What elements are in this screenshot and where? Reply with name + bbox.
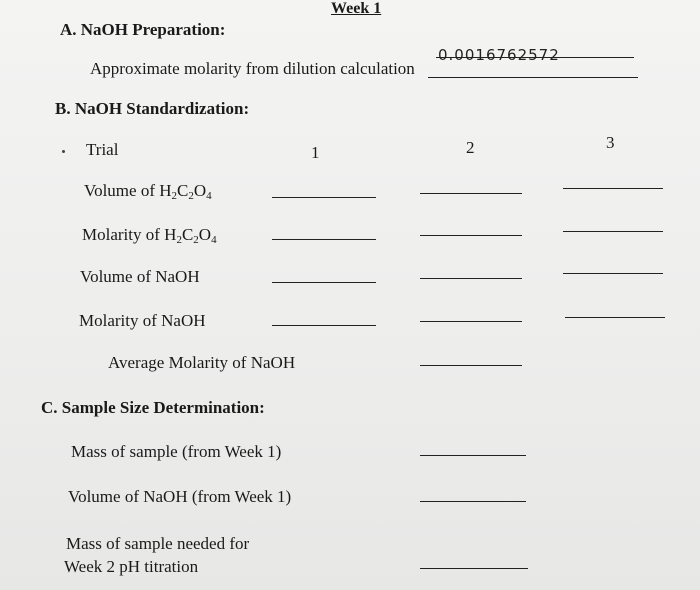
molarity-oxalic-trial-3[interactable] bbox=[563, 231, 663, 232]
mass-needed-label-line2: Week 2 pH titration bbox=[64, 557, 199, 576]
margin-dot bbox=[62, 150, 65, 153]
molarity-naoh-trial-3[interactable] bbox=[565, 317, 665, 318]
molarity-naoh-trial-2[interactable] bbox=[420, 321, 522, 322]
molarity-oxalic-trial-2[interactable] bbox=[420, 235, 522, 236]
approx-molarity-value: 0.0016762572 bbox=[438, 46, 560, 64]
strike-through-line bbox=[436, 57, 634, 58]
average-molarity-blank[interactable] bbox=[420, 365, 522, 366]
mass-sample-blank[interactable] bbox=[420, 455, 526, 456]
volume-naoh-trial-2[interactable] bbox=[420, 278, 522, 279]
volume-naoh-trial-1[interactable] bbox=[272, 282, 376, 283]
trial-label: Trial bbox=[86, 140, 119, 159]
mass-needed-label-line1: Mass of sample needed for bbox=[66, 534, 250, 553]
trial-number-3: 3 bbox=[606, 133, 615, 152]
volume-naoh-week1-blank[interactable] bbox=[420, 501, 526, 502]
approx-molarity-label: Approximate molarity from dilution calculation bbox=[90, 59, 415, 78]
volume-naoh-trial-3[interactable] bbox=[563, 273, 663, 274]
week-heading: Week 1 bbox=[331, 0, 382, 17]
section-a-title: A. NaOH Preparation: bbox=[60, 20, 226, 39]
volume-oxalic-label: Volume of $H_2C_2O_4$ bbox=[84, 181, 212, 202]
average-molarity-label: Average Molarity of NaOH bbox=[108, 353, 296, 372]
molarity-oxalic-trial-1[interactable] bbox=[272, 239, 376, 240]
volume-oxalic-trial-2[interactable] bbox=[420, 193, 522, 194]
volume-oxalic-trial-3[interactable] bbox=[563, 188, 663, 189]
molarity-oxalic-label: Molarity of $H_2C_2O_4$ bbox=[82, 225, 217, 246]
mass-needed-blank[interactable] bbox=[420, 568, 528, 569]
volume-naoh-week1-label: Volume of NaOH (from Week 1) bbox=[68, 487, 292, 506]
volume-oxalic-trial-1[interactable] bbox=[272, 197, 376, 198]
approx-molarity-blank[interactable] bbox=[428, 77, 638, 78]
mass-sample-label: Mass of sample (from Week 1) bbox=[71, 442, 282, 461]
section-b-title: B. NaOH Standardization: bbox=[55, 99, 250, 118]
molarity-naoh-trial-1[interactable] bbox=[272, 325, 376, 326]
trial-number-2: 2 bbox=[466, 138, 475, 157]
trial-number-1: 1 bbox=[311, 143, 320, 162]
volume-naoh-label: Volume of NaOH bbox=[80, 267, 200, 286]
section-c-title: C. Sample Size Determination: bbox=[41, 398, 265, 417]
molarity-naoh-label: Molarity of NaOH bbox=[79, 311, 206, 330]
